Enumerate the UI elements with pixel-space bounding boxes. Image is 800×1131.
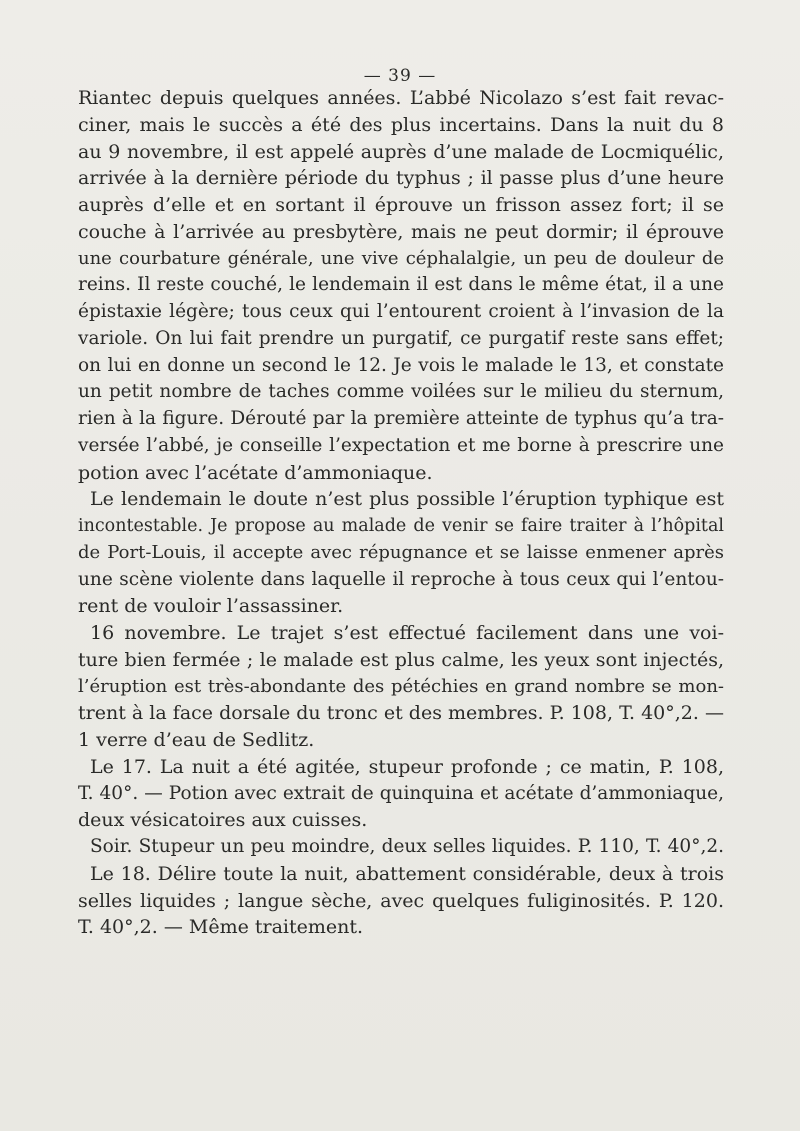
text-line: reins. Il reste couché, le lendemain il est dans le même état, il a une bbox=[78, 274, 724, 296]
text-line: Soir. Stupeur un peu moindre, deux selles liquides. P. 110, T. 40°,2. bbox=[90, 836, 724, 857]
text-line: une scène violente dans laquelle il reproche à tous ceux qui l’entou- bbox=[78, 568, 724, 590]
text-line: T. 40°. — Potion avec extrait de quinquina et acétate d’ammoniaque, bbox=[78, 782, 724, 804]
text-line: rien à la figure. Dérouté par la première atteinte de typhus qu’a tra- bbox=[78, 408, 724, 429]
text-line: Le lendemain le doute n’est plus possible l’éruption typhique est bbox=[90, 488, 724, 511]
text-line: deux vésicatoires aux cuisses. bbox=[78, 809, 368, 832]
body-text bbox=[78, 85, 724, 941]
text-line: l’éruption est très-abondante des pétéchies en grand nombre se mon- bbox=[78, 675, 724, 697]
text-line: rent de vouloir l’assassiner. bbox=[78, 595, 344, 618]
text-line: ture bien fermée ; le malade est plus calme, les yeux sont injectés, bbox=[78, 648, 724, 671]
text-line: variole. On lui fait prendre un purgatif, ce purgatif reste sans effet; bbox=[78, 327, 724, 349]
text-line: T. 40°,2. — Même traitement. bbox=[78, 916, 364, 939]
text-line: de Port-Louis, il accepte avec répugnance et se laisse enmener après bbox=[78, 541, 724, 563]
text-line: couche à l’arrivée au presbytère, mais ne peut dormir; il éprouve bbox=[78, 220, 724, 243]
text-line: arrivée à la dernière période du typhus ; il passe plus d’une heure bbox=[78, 167, 724, 190]
text-line: versée l’abbé, je conseille l’expectation et me borne à prescrire une bbox=[78, 434, 724, 456]
text-line: au 9 novembre, il est appelé auprès d’une malade de Locmiquélic, bbox=[78, 140, 724, 163]
text-line: incontestable. Je propose au malade de venir se faire traiter à l’hôpital bbox=[78, 516, 724, 536]
text-line: Le 17. La nuit a été agitée, stupeur profonde ; ce matin, P. 108, bbox=[90, 755, 724, 778]
text-line: selles liquides ; langue sèche, avec quelques fuliginosités. P. 120. bbox=[78, 889, 724, 912]
text-line: Le 18. Délire toute la nuit, abattement considérable, deux à trois bbox=[90, 862, 724, 885]
text-line: 16 novembre. Le trajet s’est effectué facilement dans une voi- bbox=[90, 622, 724, 644]
text-line: une courbature générale, une vive céphalalgie, un peu de douleur de bbox=[78, 247, 724, 269]
text-line: épistaxie légère; tous ceux qui l’entourent croient à l’invasion de la bbox=[78, 301, 724, 322]
text-line: 1 verre d’eau de Sedlitz. bbox=[78, 729, 315, 751]
text-line: ciner, mais le succès a été des plus incertains. Dans la nuit du 8 bbox=[78, 113, 724, 136]
text-line: trent à la face dorsale du tronc et des membres. P. 108, T. 40°,2. — bbox=[78, 702, 724, 725]
page-number: — 39 — bbox=[363, 66, 437, 86]
text-line: un petit nombre de taches comme voilées sur le milieu du sternum, bbox=[78, 381, 724, 403]
text-line: on lui en donne un second le 12. Je vois le malade le 13, et constate bbox=[78, 354, 724, 376]
text-line: Riantec depuis quelques années. L’abbé Nicolazo s’est fait revac- bbox=[78, 87, 724, 109]
text-line: potion avec l’acétate d’ammoniaque. bbox=[78, 461, 433, 484]
text-line: auprès d’elle et en sortant il éprouve un frisson assez fort; il se bbox=[78, 194, 724, 216]
